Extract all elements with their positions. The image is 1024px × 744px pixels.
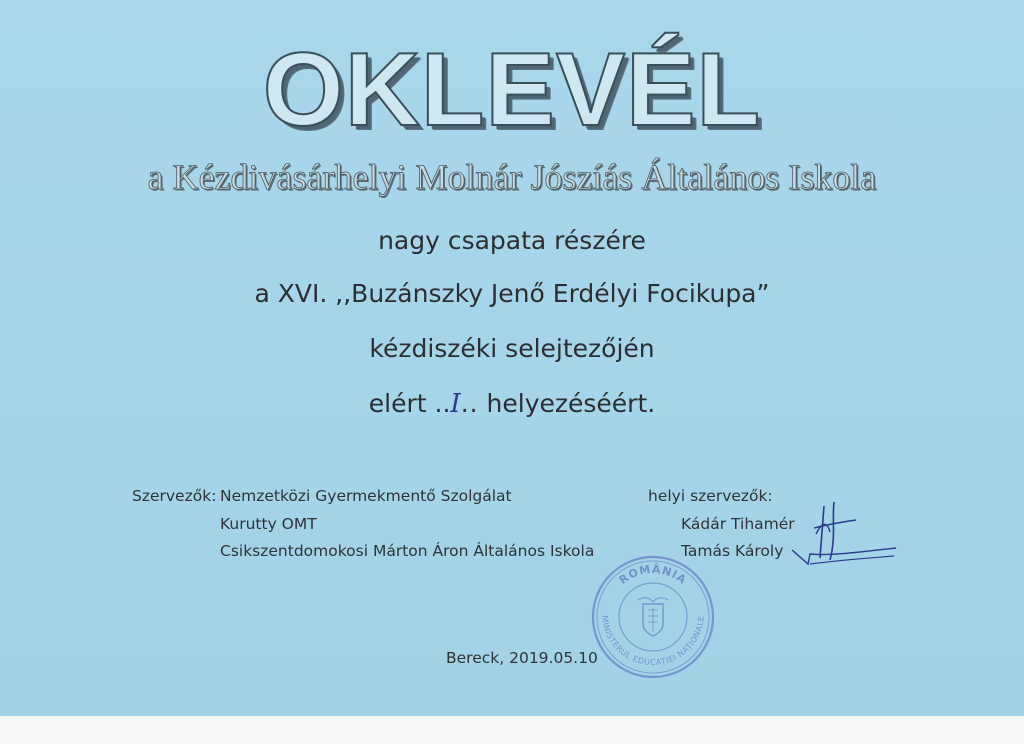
local-organizers-label: helyi szervezők: [648, 487, 773, 505]
scan-margin [0, 716, 1024, 744]
body-line-4-before: elért .. [368, 389, 451, 418]
stamp-top-text: ROMÂNIA [616, 562, 690, 587]
body-line-1: nagy csapata részére [378, 226, 646, 255]
body-line-4-dots: .. [460, 389, 479, 418]
stamp-bottom-text: MINISTERUL EDUCAȚIEI NAȚIONALE [599, 615, 707, 668]
diploma-title: OKLEVÉL [262, 32, 762, 148]
organizer-item: Kurutty OMT [220, 515, 317, 533]
organizers-label: Szervezők: [132, 487, 217, 505]
organizer-item: Nemzetközi Gyermekmentő Szolgálat [220, 487, 512, 505]
body-line-2: a XVI. ,,Buzánszky Jenő Erdélyi Focikupa” [254, 279, 770, 308]
school-name: a Kézdivásárhelyi Molnár Jószíás Általános Iskola [147, 157, 877, 197]
official-stamp-icon [588, 552, 718, 682]
place-and-date: Bereck, 2019.05.10 [446, 649, 598, 667]
body-line-4 [0, 388, 1024, 420]
local-organizer-item: Kádár Tihamér [681, 515, 795, 533]
local-organizer-item: Tamás Károly [681, 542, 784, 560]
signature-icon [790, 498, 900, 578]
body-line-3: kézdiszéki selejtezőjén [369, 334, 655, 363]
handwritten-placement: I [450, 389, 461, 419]
organizer-item: Csikszentdomokosi Márton Áron Általános Iskola [220, 542, 595, 560]
body-line-4-after: helyezéséért. [478, 389, 656, 418]
